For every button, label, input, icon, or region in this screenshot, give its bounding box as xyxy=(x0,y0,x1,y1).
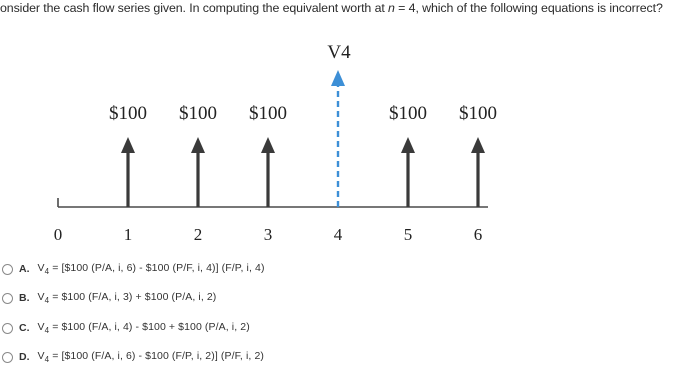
period-label-1: 1 xyxy=(123,225,133,244)
period-label-2: 2 xyxy=(193,225,203,244)
cash-flow-label-1: $100 xyxy=(109,103,147,124)
cash-flow-label-3: $100 xyxy=(249,103,287,124)
period-label-6: 6 xyxy=(473,225,483,244)
option-a-letter: A. xyxy=(19,263,30,275)
option-d-letter: D. xyxy=(19,351,30,363)
cash-flow-arrowhead-6 xyxy=(471,137,485,153)
option-a[interactable] xyxy=(2,259,265,279)
option-c-equation: $V_4$ = $100 (F/A, i, 4) - $100 + $100 (P/A, i, 2) xyxy=(37,320,250,336)
option-b-letter: B. xyxy=(19,292,30,304)
cash-flow-arrowhead-3 xyxy=(261,137,275,153)
period-label-5: 5 xyxy=(403,225,413,244)
period-label-0: 0 xyxy=(53,225,63,244)
equivalent-worth-label: V4 xyxy=(327,42,351,63)
period-label-3: 3 xyxy=(263,225,273,244)
cash-flow-label-5: $100 xyxy=(389,103,427,124)
period-label-4: 4 xyxy=(333,225,343,244)
option-a-radio[interactable] xyxy=(2,264,13,275)
option-c[interactable] xyxy=(2,318,250,338)
cash-flow-arrowhead-5 xyxy=(401,137,415,153)
option-d-equation: $V_4$ = [$100 (F/A, i, 6) - $100 (F/P, i, 2)] (P/F, i, 2) xyxy=(37,349,264,365)
equivalent-worth-arrowhead xyxy=(331,70,345,86)
cash-flow-label-2: $100 xyxy=(179,103,217,124)
question-text-end: = 4, which of the following equations is incorrect? xyxy=(394,1,663,15)
option-b[interactable] xyxy=(2,288,216,308)
cash-flow-arrowhead-2 xyxy=(191,137,205,153)
option-b-radio[interactable] xyxy=(2,293,13,304)
option-a-equation: $V_4$ = [$100 (P/A, i, 6) - $100 (P/F, i, 4)] (F/P, i, 4) xyxy=(37,261,265,277)
cash-flow-label-6: $100 xyxy=(459,103,497,124)
option-c-radio[interactable] xyxy=(2,323,13,334)
option-d-radio[interactable] xyxy=(2,352,13,363)
option-c-letter: C. xyxy=(19,322,30,334)
question-text-start: onsider the cash flow series given. In computing the equivalent worth at xyxy=(0,1,389,15)
n-symbol: n xyxy=(388,1,395,15)
option-d[interactable] xyxy=(2,347,264,367)
cash-flow-arrowhead-1 xyxy=(121,137,135,153)
option-b-equation: $V_4$ = $100 (F/A, i, 3) + $100 (P/A, i, 2) xyxy=(37,290,217,306)
